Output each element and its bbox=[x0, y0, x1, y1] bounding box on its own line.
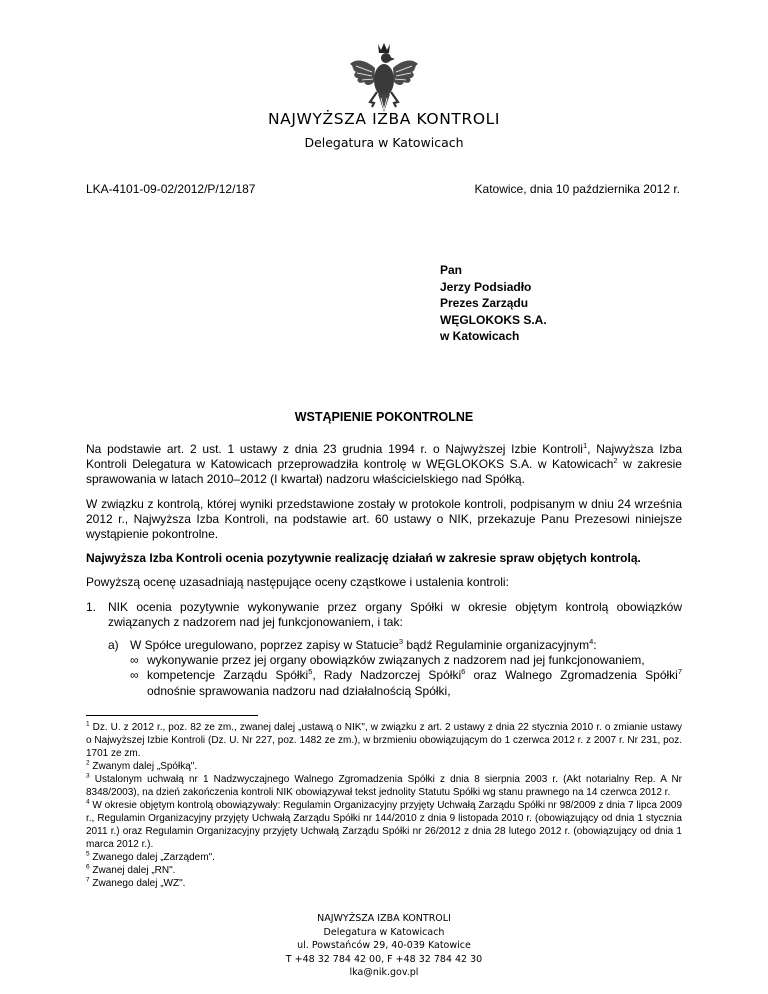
footer-address: ul. Powstańców 29, 40-039 Katowice bbox=[297, 940, 471, 951]
footnote-ref: 3 bbox=[398, 637, 403, 647]
numbered-item bbox=[86, 600, 682, 630]
bullet-item bbox=[130, 653, 682, 668]
footer-email: lka@nik.gov.pl bbox=[349, 967, 419, 978]
paragraph-2: W związku z kontrolą, której wyniki przedstawione zostały w protokole kontroli, podpisanym w dniu 24 września 2012 r., Najwyższa Izba Kontroli, na podstawie art. 60 ustawy o NIK, przekazuje Panu Prezesowi niniejsze wystąpienie pokontrolne. bbox=[86, 496, 682, 542]
bullet-text: kompetencje Zarządu Spółki$^5$, Rady Nadzorczej Spółki$^6$ oraz Walnego Zgromadzenia Spółki$^7$ odnośnie sprawowania nadzoru nad działalnością Spółki, bbox=[147, 667, 682, 698]
organization-branch: Delegatura w Katowicach bbox=[304, 135, 464, 150]
paragraph-4: Powyższą ocenę uzasadniają następujące oceny cząstkowe i ustalenia kontroli: bbox=[86, 575, 509, 590]
paragraph-assessment: Najwyższa Izba Kontroli ocenia pozytywnie realizację działań w zakresie spraw objętych kontrolą. bbox=[86, 551, 641, 566]
footnote-ref: 1 bbox=[582, 441, 588, 450]
footer-org-name: NAJWYŻSZA IZBA KONTROLI bbox=[317, 913, 451, 924]
document-body bbox=[86, 442, 682, 699]
footnote: $^1$ Dz. U. z 2012 r., poz. 82 ze zm., zwanej dalej „ustawą o NIK", w związku z art. 2 ustawy z dnia 22 stycznia 2010 r. o zmianie ustawy o Najwyższej Izbie Kontroli (Dz. U. Nr 227, poz. 1482 ze zm.), w brzmieniu obowiązującym do 1 czerwca 2012 r. z 2007 r. Nr 231, poz. 1701 ze zm. bbox=[86, 720, 682, 759]
sub-item-text: W Spółce uregulowano, poprzez zapisy w Statucie$^3$ bądź Regulaminie organizacyjnym$^4$: bbox=[130, 637, 597, 653]
footnote-ref: 6 bbox=[461, 667, 466, 677]
document-reference: LKA-4101-09-02/2012/P/12/187 bbox=[86, 182, 256, 196]
document-title: WSTĄPIENIE POKONTROLNE bbox=[294, 410, 474, 424]
footnote-divider bbox=[86, 715, 258, 716]
footnote-ref: 7 bbox=[677, 667, 682, 677]
addressee-line: Pan bbox=[440, 263, 463, 277]
item-text: NIK ocenia pozytywnie wykonywanie przez organy Spółki w okresie objętym kontrolą obowiązków związanych z nadzorem nad jej funkcjonowaniem, i tak: bbox=[108, 599, 682, 629]
eagle-emblem-icon bbox=[348, 40, 420, 120]
footnote-ref: 2 bbox=[613, 456, 618, 466]
footer-phone-fax: T +48 32 784 42 00, F +48 32 784 42 30 bbox=[285, 953, 483, 965]
addressee-line: WĘGLOKOKS S.A. bbox=[440, 312, 547, 327]
footnote-ref: 5 bbox=[308, 667, 313, 677]
footer-branch: Delegatura w Katowicach bbox=[323, 926, 445, 938]
addressee-line: Prezes Zarządu bbox=[440, 296, 529, 310]
bullet-item bbox=[130, 668, 682, 698]
footnotes bbox=[86, 721, 682, 890]
footnote: $^3$ Ustalonym uchwałą nr 1 Nadzwyczajnego Walnego Zgromadzenia Spółki z dnia 8 sierpnia 2003 r. (Akt notarialny Rep. A Nr 8348/2003), na dzień zakończenia kontroli NIK obowiązywał tekst jednolity Statutu Spółki wg stanu prawnego na 14 czerwca 2012 r. bbox=[86, 772, 682, 798]
addressee-block bbox=[440, 262, 547, 345]
addressee-line: w Katowicach bbox=[440, 329, 520, 343]
organization-name: NAJWYŻSZA IZBA KONTROLI bbox=[267, 110, 501, 128]
sub-item bbox=[108, 638, 682, 653]
paragraph-1: Na podstawie art. 2 ust. 1 ustawy z dnia 23 grudnia 1994 r. o Najwyższej Izbie Kontroli$^1$, Najwyższa Izba Kontroli Delegatura w Katowicach przeprowadziła kontrolę w WĘGLOKOKS S.A. w Katowicach$^2$ w zakresie sprawowania w latach 2010–2012 (I kwartał) nadzoru właścicielskiego nad Spółką. bbox=[86, 441, 682, 487]
footnote: $^6$ Zwanej dalej „RN". bbox=[86, 863, 176, 876]
footnote-ref: 4 bbox=[589, 637, 594, 647]
bullet-text: wykonywanie przez jej organy obowiązków związanych z nadzorem nad jej funkcjonowaniem, bbox=[147, 653, 645, 668]
place-date: Katowice, dnia 10 października 2012 r. bbox=[474, 182, 680, 196]
page-footer bbox=[0, 912, 768, 980]
sub-item-letter: a) bbox=[108, 638, 119, 653]
bullet-symbol: ∞ bbox=[130, 653, 139, 668]
footnote: $^5$ Zwanego dalej „Zarządem". bbox=[86, 850, 215, 863]
addressee-line: Jerzy Podsiadło bbox=[440, 279, 532, 294]
bullet-symbol: ∞ bbox=[130, 668, 139, 683]
item-number: 1. bbox=[86, 599, 97, 614]
footnote: $^2$ Zwanym dalej „Spółką". bbox=[86, 759, 198, 772]
footnote: $^7$ Zwanego dalej „WZ". bbox=[86, 876, 186, 889]
footnote: $^4$ W okresie objętym kontrolą obowiązywały: Regulamin Organizacyjny przyjęty Uchwałą Zarządu Spółki nr 98/2009 z dnia 7 lipca 2009 r., Regulamin Organizacyjny przyjęty Uchwałą Zarządu Spółki nr 144/2010 z dnia 9 listopada 2010 r. (obowiązujący od dnia 1 stycznia 2011 r.) oraz Regulamin Organizacyjny przyjęty Uchwałą Zarządu Spółki nr 26/2012 z dnia 28 lutego 2012 r. (obowiązujący od dnia 1 marca 2012 r.). bbox=[86, 798, 682, 850]
